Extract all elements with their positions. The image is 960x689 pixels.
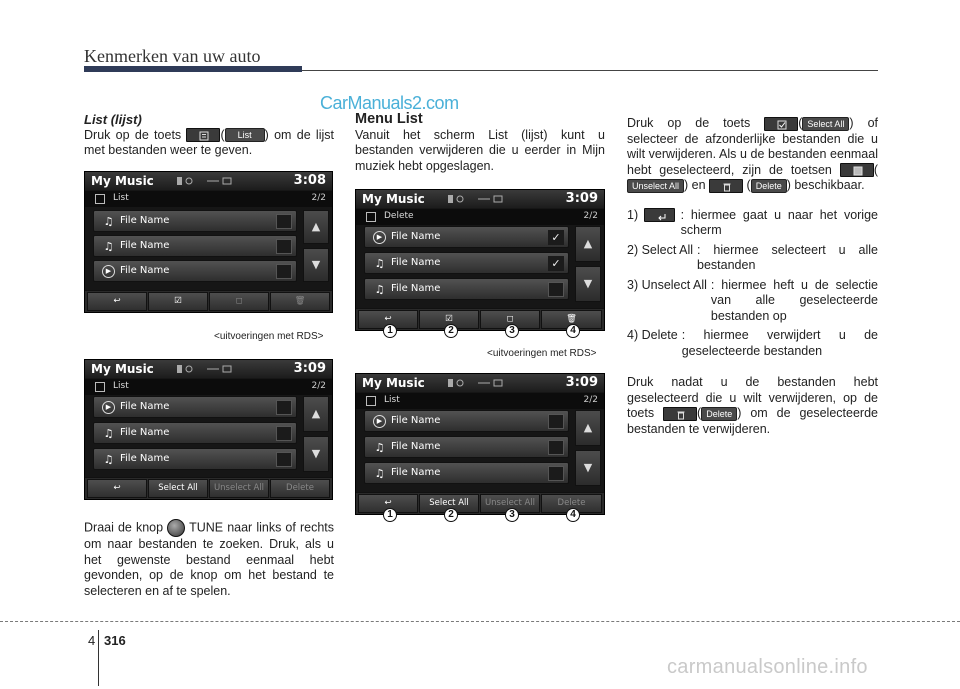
file-row[interactable] <box>364 226 569 248</box>
page-indicator: 2/2 <box>583 211 598 221</box>
function-list-item <box>627 208 878 239</box>
callout-3: 3 <box>505 508 519 522</box>
callout-4: 4 <box>566 324 580 338</box>
page-header-title: Kenmerken van uw auto <box>84 46 261 66</box>
file-name: File Name <box>120 401 170 412</box>
function-list-item <box>627 278 878 325</box>
screen-bottom-bar <box>85 290 332 312</box>
caption-rds: <uitvoeringen met RDS> <box>487 348 597 359</box>
text-fragment: TUNE naar links of rechts om naar bestanden te zoeken. Druk, als u het gewenste bestand eenmaal hebt gevonden, op de knop om het bestand te selecteren en af te spelen. <box>84 520 334 598</box>
file-row[interactable] <box>93 260 297 282</box>
delete-icon-button[interactable]: 🗑 <box>270 292 330 311</box>
file-row[interactable] <box>364 252 569 274</box>
header-accent-bar <box>84 66 302 72</box>
callout-2: 2 <box>444 508 458 522</box>
row-checkbox[interactable] <box>276 426 292 441</box>
scroll-up-button[interactable]: ▲ <box>303 396 329 432</box>
file-row[interactable] <box>364 410 569 432</box>
unselect-all-button[interactable]: Unselect All <box>480 494 540 513</box>
unselect-all-label: Unselect All <box>627 179 684 193</box>
row-checkbox[interactable] <box>276 214 292 229</box>
scroll-up-button[interactable]: ▲ <box>575 410 601 446</box>
file-name: File Name <box>391 257 441 268</box>
checkmark-icon[interactable]: ✓ <box>548 256 564 271</box>
music-note-icon: ♫ <box>374 257 385 270</box>
text-fragment: en <box>691 178 706 192</box>
file-name: File Name <box>120 215 170 226</box>
delete-icon-button[interactable]: 🗑 <box>541 310 602 329</box>
play-icon: ▶ <box>102 401 115 414</box>
screen-subheader <box>356 209 604 225</box>
screen-delete <box>355 189 605 331</box>
screen-subheader <box>85 379 332 395</box>
screen-subheader <box>85 191 332 207</box>
status-icons <box>177 364 237 374</box>
row-checkbox[interactable] <box>276 452 292 467</box>
screen-title: My Music <box>362 192 425 206</box>
item-number: 4) Delete <box>627 328 678 342</box>
header-rule <box>302 70 878 71</box>
file-name: File Name <box>391 467 441 478</box>
trash-icon <box>709 179 743 193</box>
screen-topbar <box>356 374 604 392</box>
play-icon: ▶ <box>373 231 386 244</box>
select-all-check-icon <box>764 117 798 131</box>
music-note-icon: ♫ <box>103 240 114 253</box>
status-icons <box>448 194 508 204</box>
file-row[interactable] <box>93 396 297 418</box>
screen-title: My Music <box>91 362 154 376</box>
watermark-top: CarManuals2.com <box>320 93 459 113</box>
file-name: File Name <box>120 240 170 251</box>
play-icon: ▶ <box>102 265 115 278</box>
item-number: 2) Select All <box>627 242 694 257</box>
file-row[interactable] <box>93 210 297 232</box>
screen-mode-label: List <box>113 193 129 203</box>
scroll-down-button[interactable]: ▼ <box>575 450 601 486</box>
callout-1: 1 <box>383 324 397 338</box>
screen-title: My Music <box>91 174 154 188</box>
list-button-icon <box>186 128 220 142</box>
screen-time: 3:08 <box>293 173 326 188</box>
callout-1: 1 <box>383 508 397 522</box>
row-checkbox[interactable] <box>548 466 564 481</box>
music-note-icon: ♫ <box>374 441 385 454</box>
function-list-item <box>627 243 878 274</box>
screen-mode-label: List <box>113 381 129 391</box>
music-note-icon: ♫ <box>374 283 385 296</box>
selection-paragraph: Druk op de toets ( Select All ) of selecteer de afzonderlijke bestanden die u wilt verwijderen. Als u de bestanden eenmaal hebt geselecteerd, zijn de toetsen (Unselect All ) en ( Delete ) beschikbaar. <box>627 116 878 192</box>
unselect-all-icon <box>840 163 874 177</box>
text-fragment: Druk nadat u de bestanden hebt geselecteerd die u wilt verwijderen, op de toets <box>627 375 878 420</box>
row-checkbox[interactable] <box>276 239 292 254</box>
page-indicator: 2/2 <box>583 395 598 405</box>
list-paragraph: Druk op de toets ( List ) om de lijst met bestanden weer te geven. <box>84 127 334 157</box>
scroll-down-button[interactable]: ▼ <box>303 436 329 472</box>
text-fragment: beschikbaar. <box>794 178 865 192</box>
file-name: File Name <box>120 427 170 438</box>
list-icon <box>366 212 376 222</box>
scroll-down-button[interactable]: ▼ <box>575 266 601 302</box>
screen-mode-label: Delete <box>384 211 414 221</box>
text-fragment: om de lijst met bestanden weer te geven. <box>84 127 334 157</box>
file-row[interactable] <box>364 462 569 484</box>
list-icon <box>95 194 105 204</box>
item-description: : hiermee verwijdert u de geselecteerde bestanden <box>681 328 878 358</box>
screen-subheader <box>356 393 604 409</box>
footer-divider <box>98 630 99 686</box>
screen-topbar <box>85 360 332 378</box>
page-number: 316 <box>104 633 126 648</box>
back-arrow-icon <box>644 208 675 222</box>
page-indicator: 2/2 <box>311 381 326 391</box>
row-checkbox[interactable] <box>548 414 564 429</box>
row-checkbox[interactable] <box>276 264 292 279</box>
screen-list-1 <box>84 171 333 313</box>
select-all-label: Select All <box>802 117 849 131</box>
text-fragment: om de geselecteerde bestanden te verwijderen. <box>627 406 878 436</box>
play-icon: ▶ <box>373 415 386 428</box>
left-column <box>84 112 334 159</box>
text-fragment: Druk op de toets <box>84 127 182 142</box>
file-name: File Name <box>120 453 170 464</box>
select-all-icon-button[interactable]: ☑ <box>419 310 479 329</box>
text-fragment: of selecteer de afzonderlijke bestanden die u wilt verwijderen. Als u de bestanden eenmaal hebt geselecteerd, zijn de toetsen <box>627 116 878 177</box>
back-button[interactable]: ↩ <box>358 494 418 513</box>
delete-paragraph: Druk nadat u de bestanden hebt geselecteerd die u wilt verwijderen, op de toets ( Delete ) om de geselecteerde bestanden te verwijderen. <box>627 375 878 436</box>
unselect-all-icon-button[interactable]: ◻ <box>209 292 269 311</box>
text-fragment: Draai de knop <box>84 520 164 535</box>
item-description: : hiermee gaat u naar het vorige scherm <box>680 207 878 237</box>
select-all-icon-button[interactable]: ☑ <box>148 292 208 311</box>
item-description: : hiermee selecteert u alle bestanden <box>697 242 878 272</box>
screen-time: 3:09 <box>565 375 598 390</box>
music-note-icon: ♫ <box>374 467 385 480</box>
checkmark-icon[interactable]: ✓ <box>548 230 564 245</box>
text-fragment: Druk op de toets <box>627 116 751 130</box>
list-icon <box>95 382 105 392</box>
screen-mode-label: List <box>384 395 400 405</box>
row-checkbox[interactable] <box>276 400 292 415</box>
file-name: File Name <box>391 231 441 242</box>
scroll-up-button[interactable]: ▲ <box>303 210 329 244</box>
back-button[interactable]: ↩ <box>87 292 147 311</box>
music-note-icon: ♫ <box>103 427 114 440</box>
scroll-up-button[interactable]: ▲ <box>575 226 601 262</box>
file-row[interactable] <box>93 235 297 257</box>
tune-knob-icon <box>167 519 185 537</box>
screen-bottom-bar <box>85 477 332 499</box>
tune-paragraph <box>84 519 334 599</box>
unselect-all-icon-button[interactable]: ◻ <box>480 310 540 329</box>
section-number: 4 <box>88 633 96 648</box>
file-name: File Name <box>391 283 441 294</box>
right-column <box>627 116 878 437</box>
file-row[interactable] <box>93 448 297 470</box>
list-button-label: List <box>225 128 265 142</box>
middle-column <box>355 112 605 174</box>
screen-time: 3:09 <box>565 191 598 206</box>
status-icons <box>177 176 237 186</box>
screen-list-2 <box>84 359 333 500</box>
item-description: : hiermee heft u de selectie van alle geselecteerde bestanden op <box>710 277 878 323</box>
status-icons <box>448 378 508 388</box>
delete-label: Delete <box>751 179 787 193</box>
file-name: File Name <box>391 441 441 452</box>
function-list <box>627 208 878 360</box>
page-indicator: 2/2 <box>311 193 326 203</box>
select-all-button[interactable]: Select All <box>419 494 479 513</box>
file-name: File Name <box>391 415 441 426</box>
callout-2: 2 <box>444 324 458 338</box>
screen-time: 3:09 <box>293 361 326 376</box>
delete-label: Delete <box>701 407 737 421</box>
file-row[interactable] <box>93 422 297 444</box>
trash-icon <box>663 407 697 421</box>
section-heading-menu-list: Menu List <box>355 111 423 127</box>
row-checkbox[interactable] <box>548 440 564 455</box>
back-button[interactable]: ↩ <box>358 310 418 329</box>
music-note-icon: ♫ <box>103 453 114 466</box>
watermark-bottom: carmanualsonline.info <box>667 656 868 678</box>
delete-button[interactable]: Delete <box>270 479 330 498</box>
caption-rds: <uitvoeringen met RDS> <box>214 331 324 342</box>
scroll-down-button[interactable]: ▼ <box>303 248 329 282</box>
section-heading-list: List (lijst) <box>84 112 142 127</box>
callout-4: 4 <box>566 508 580 522</box>
footer-rule <box>0 621 960 622</box>
row-checkbox[interactable] <box>548 282 564 297</box>
screen-topbar <box>356 190 604 208</box>
file-row[interactable] <box>364 278 569 300</box>
select-all-button[interactable]: Select All <box>148 479 208 498</box>
function-list-item <box>627 328 878 359</box>
list-icon <box>366 396 376 406</box>
screen-topbar <box>85 172 332 190</box>
delete-button[interactable]: Delete <box>541 494 602 513</box>
music-note-icon: ♫ <box>103 215 114 228</box>
file-name: File Name <box>120 265 170 276</box>
item-number: 1) <box>627 207 639 222</box>
screen-list-select <box>355 373 605 515</box>
back-button[interactable]: ↩ <box>87 479 147 498</box>
menu-list-paragraph: Vanuit het scherm List (lijst) kunt u bestanden verwijderen die u eerder in Mijn muziek hebt opgeslagen. <box>355 127 605 173</box>
unselect-all-button[interactable]: Unselect All <box>209 479 269 498</box>
screen-title: My Music <box>362 376 425 390</box>
file-row[interactable] <box>364 436 569 458</box>
callout-3: 3 <box>505 324 519 338</box>
item-number: 3) Unselect All <box>627 277 707 292</box>
